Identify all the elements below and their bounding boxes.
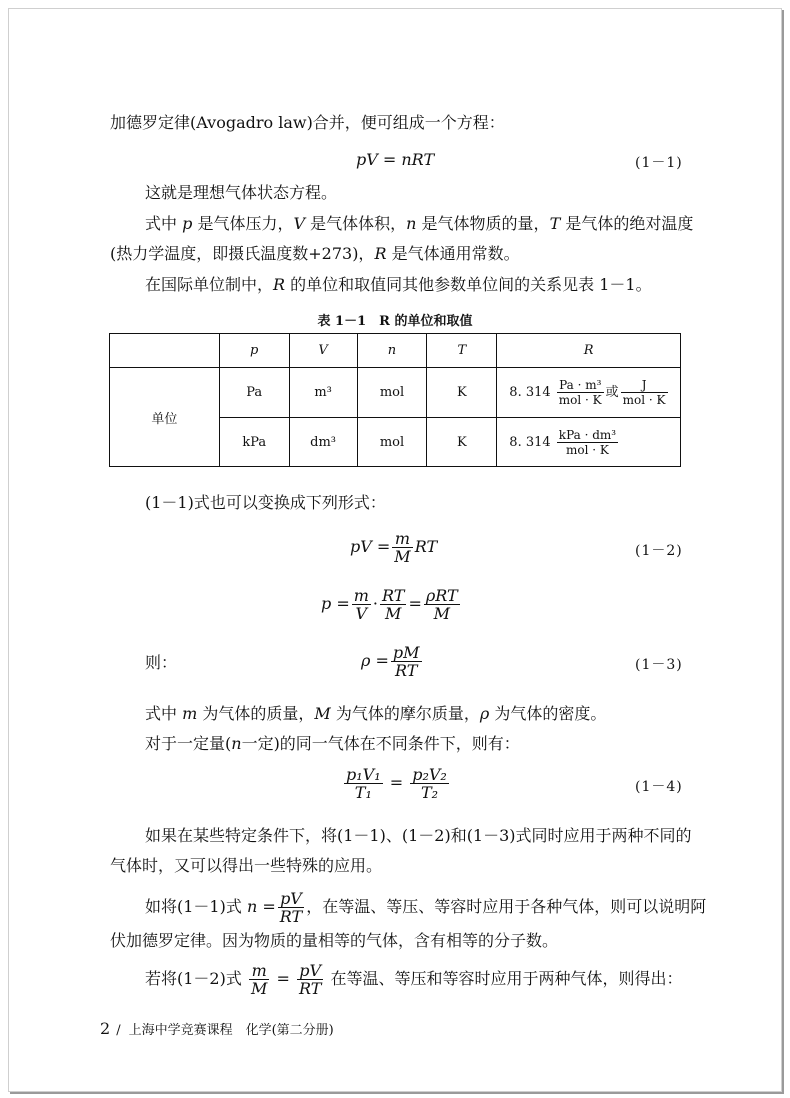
equation-number: (1－2) <box>635 543 683 559</box>
header-cell <box>110 334 220 368</box>
text-line: 对于一定量(n一定)的同一气体在不同条件下，则有： <box>145 734 520 753</box>
text-line: 则： <box>145 653 178 672</box>
text-line: 这就是理想气体状态方程。 <box>145 183 338 202</box>
equation-number: (1－4) <box>635 779 683 795</box>
equation-number: (1－1) <box>635 155 683 171</box>
table-cell: K <box>427 418 497 467</box>
equation-number: (1－3) <box>635 657 683 673</box>
table-cell-r: 8. 314 $\frac{\text{Pa · m³}}{\text{mol · K}}$ 或 $\frac{J}{\text{mol · K}}$ <box>497 368 681 418</box>
text-line: (1－1)式也可以变换成下列形式： <box>145 493 386 512</box>
header-cell: R <box>497 334 681 368</box>
table-header-row <box>110 334 681 368</box>
footer-separator: / <box>116 1023 121 1038</box>
text-line: 在国际单位制中，R 的单位和取值同其他参数单位间的关系见表 1－1。 <box>145 275 652 294</box>
equation-1-4: $\frac{\text{p₁V₁}}{\text{T₁}}$ = $\frac{\text{p₂V₂}}{\text{T₂}}$ <box>346 765 447 802</box>
equation-density: p = $\frac{m}{V}$ · $\frac{RT}{M}$ = $\frac{\text{ρRT}}{M}$ <box>321 586 458 623</box>
text-line: 气体时，又可以得出一些特殊的应用。 <box>110 856 383 875</box>
equation-1-3: ρ = $\frac{pM}{RT}$ <box>361 643 420 680</box>
text-line: 伏加德罗定律。因为物质的量相等的气体，含有相等的分子数。 <box>110 931 559 950</box>
text-line: 加德罗定律(Avogadro law)合并，便可组成一个方程： <box>110 113 505 132</box>
equation-1-2: pV = $\frac{m}{M}$ RT <box>350 529 438 566</box>
table-cell: dm³ <box>289 418 357 467</box>
header-cell: p <box>219 334 289 368</box>
table-cell: K <box>427 368 497 418</box>
header-cell: V <box>289 334 357 368</box>
header-cell: n <box>357 334 427 368</box>
table-cell: Pa <box>219 368 289 418</box>
table-row <box>110 368 681 418</box>
header-cell: T <box>427 334 497 368</box>
row-label: 单位 <box>110 368 220 467</box>
text-line: 如果在某些特定条件下，将(1－1)、(1－2)和(1－3)式同时应用于两种不同的 <box>145 826 692 845</box>
text-line: 如将(1－1)式 n = $\frac{pV}{RT}$ ，在等温、等压、等容时应用于各种气体，则可以说明阿 <box>145 889 707 926</box>
table-cell-r: 8. 314 $\frac{\text{kPa · dm³}}{\text{mol · K}}$ <box>497 418 681 467</box>
page-footer <box>100 1019 334 1038</box>
table-cell: m³ <box>289 368 357 418</box>
page-number: 2 <box>100 1019 111 1038</box>
table-cell: kPa <box>219 418 289 467</box>
text-line: 若将(1－2)式 $\frac{m}{M}$ = $\frac{pV}{RT}$ 在等温、等压和等容时应用于两种气体，则得出： <box>145 961 683 998</box>
text-line: 式中 p 是气体压力，V 是气体体积，n 是气体物质的量，T 是气体的绝对温度 <box>145 214 694 233</box>
text-line: (热力学温度，即摄氏温度数+273)，R 是气体通用常数。 <box>110 244 520 263</box>
table-title: 表 1－1 R 的单位和取值 <box>317 314 473 329</box>
equation-1-1: pV = nRT <box>356 150 435 169</box>
table-cell: mol <box>357 418 427 467</box>
footer-title: 上海中学竞赛课程 化学(第二分册) <box>128 1023 334 1038</box>
text-line: 式中 m 为气体的质量，M 为气体的摩尔质量，ρ 为气体的密度。 <box>145 704 607 723</box>
units-table <box>109 333 681 467</box>
table-cell: mol <box>357 368 427 418</box>
